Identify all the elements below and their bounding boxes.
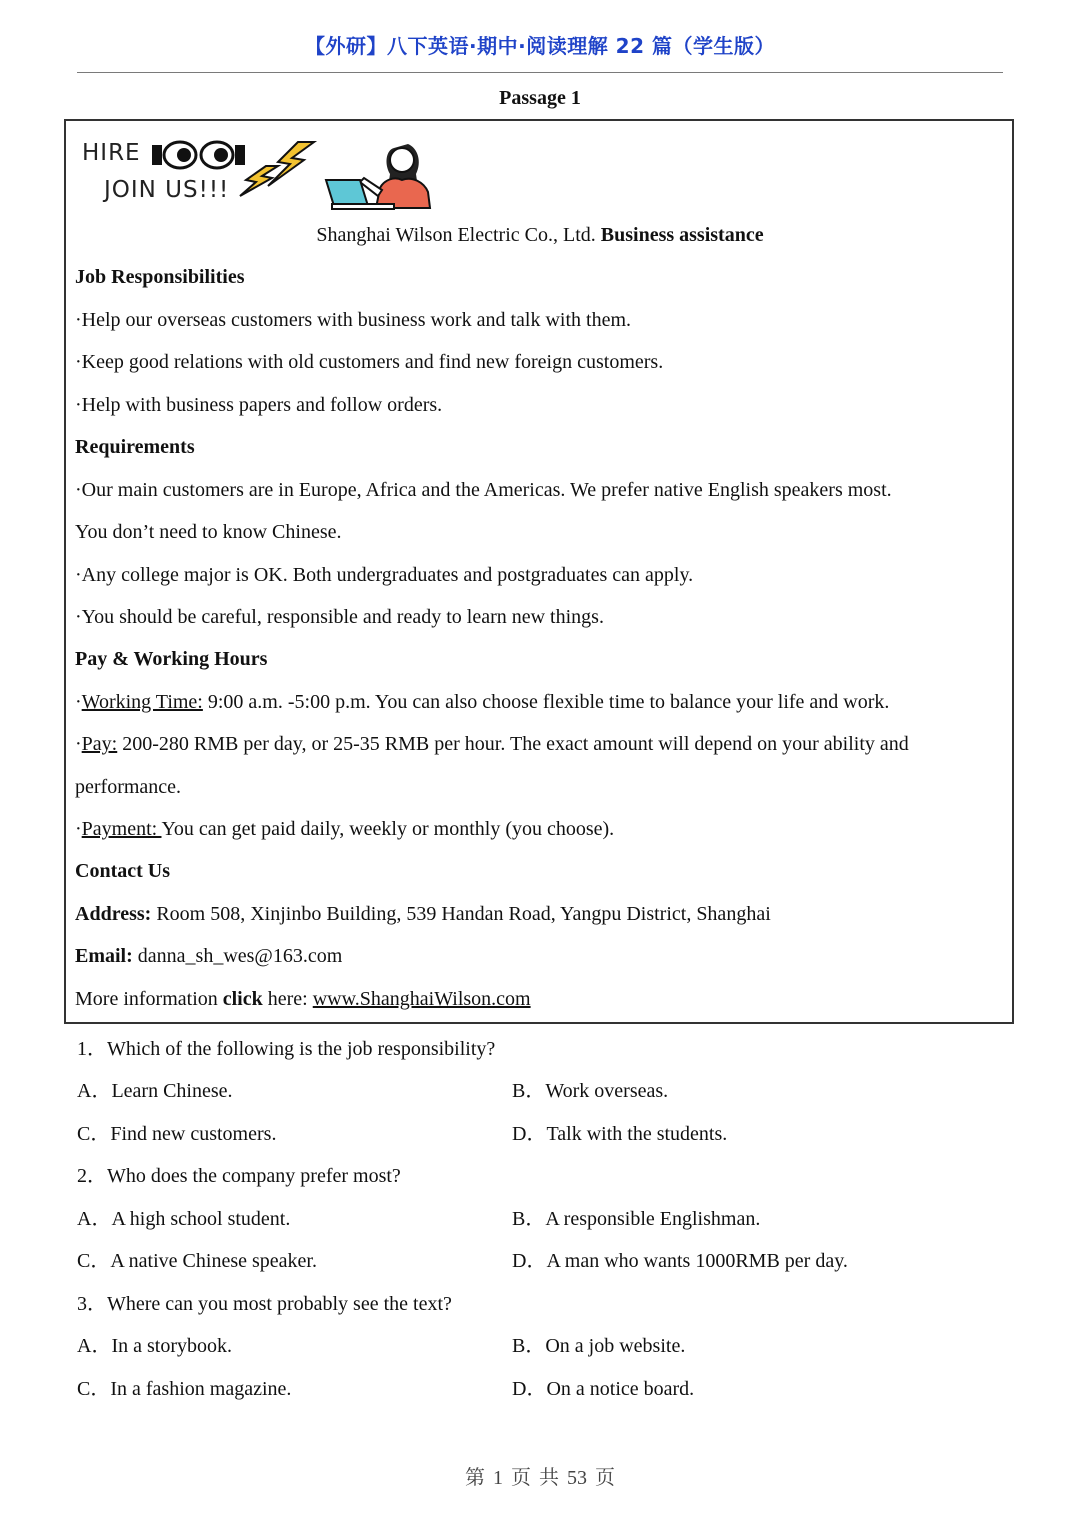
option-label: C．	[77, 1378, 111, 1400]
requirement-item-continued: You don’t need to know Chinese.	[75, 521, 342, 543]
job-item: ·Help with business papers and follow orders.	[75, 394, 443, 416]
option-text: In a storybook.	[111, 1335, 232, 1357]
email-text: danna_sh_wes@163.com	[132, 945, 343, 967]
address-text: Room 508, Xinjinbo Building, 539 Handan Road, Yangpu District, Shanghai	[151, 903, 771, 925]
question-number: 2．	[77, 1165, 107, 1187]
option-1c	[77, 1121, 276, 1147]
requirement-item: ·Any college major is OK. Both undergraduates and postgraduates can apply.	[75, 564, 694, 586]
header-divider	[77, 72, 1003, 73]
address-label: Address:	[75, 903, 152, 925]
page-footer	[0, 1461, 1080, 1490]
join-text: JOIN US!!!	[104, 177, 230, 203]
footer-text: 页	[595, 1467, 615, 1489]
option-2a	[77, 1206, 290, 1232]
question-3	[77, 1291, 452, 1317]
hire-text: HIRE	[82, 140, 141, 166]
woman-laptop-icon	[324, 130, 439, 212]
total-pages: 53	[567, 1467, 587, 1489]
option-label: C．	[77, 1123, 111, 1145]
option-1a	[77, 1078, 233, 1104]
eyes-icon	[152, 139, 247, 171]
question-text: Which of the following is the job responsibility?	[107, 1038, 496, 1060]
question-2	[77, 1163, 401, 1189]
requirements-heading: Requirements	[75, 436, 195, 458]
pay-hours-heading: Pay & Working Hours	[75, 648, 268, 670]
footer-text: 共	[539, 1467, 559, 1489]
click-word: click	[222, 988, 263, 1010]
option-label: A．	[77, 1208, 112, 1230]
option-2d	[512, 1248, 848, 1274]
option-label: B．	[512, 1080, 546, 1102]
passage-title: Passage 1	[499, 87, 581, 109]
footer-text: 第	[465, 1467, 485, 1489]
email-line	[75, 943, 342, 969]
pay-label: Pay:	[81, 733, 118, 755]
question-number: 3．	[77, 1293, 107, 1315]
option-text: A responsible Englishman.	[545, 1208, 761, 1230]
more-info-prefix: More information	[75, 988, 223, 1010]
payment-line: ·Payment: You can get paid daily, weekly or monthly (you choose).	[75, 818, 615, 840]
option-1d	[512, 1121, 727, 1147]
more-info-line	[75, 986, 531, 1012]
option-text: On a notice board.	[546, 1378, 695, 1400]
option-label: D．	[512, 1250, 547, 1272]
option-3c	[77, 1376, 291, 1402]
job-item: ·Keep good relations with old customers and find new foreign customers.	[75, 351, 664, 373]
footer-text: 页	[511, 1467, 531, 1489]
lightning-icon	[238, 140, 323, 198]
option-label: C．	[77, 1250, 111, 1272]
requirement-item: ·Our main customers are in Europe, Africa and the Americas. We prefer native English speakers most.	[75, 479, 892, 501]
pay-line: ·Pay: 200-280 RMB per day, or 25-35 RMB per hour. The exact amount will depend on your ability and	[75, 733, 909, 755]
working-time-line: ·Working Time: 9:00 a.m. -5:00 p.m. You can also choose flexible time to balance your life and work.	[75, 691, 890, 713]
option-2c	[77, 1248, 317, 1274]
option-text: Talk with the students.	[546, 1123, 728, 1145]
more-info-suffix: here:	[262, 988, 313, 1010]
question-1	[77, 1036, 495, 1062]
page-number: 1	[493, 1467, 503, 1489]
contact-heading: Contact Us	[75, 860, 170, 882]
job-position: Business assistance	[600, 224, 764, 246]
question-text: Where can you most probably see the text?	[107, 1293, 452, 1315]
option-3b	[512, 1333, 685, 1359]
payment-label: Payment:	[81, 818, 162, 840]
option-text: A native Chinese speaker.	[110, 1250, 317, 1272]
option-label: B．	[512, 1208, 546, 1230]
pay-text: 200-280 RMB per day, or 25-35 RMB per hour. The exact amount will depend on your ability and	[117, 733, 909, 755]
option-text: A high school student.	[111, 1208, 291, 1230]
question-number: 1．	[77, 1038, 107, 1060]
working-time-text: 9:00 a.m. -5:00 p.m. You can also choose flexible time to balance your life and work.	[202, 691, 890, 713]
working-time-label: Working Time:	[81, 691, 203, 713]
option-3a	[77, 1333, 232, 1359]
job-item: ·Help our overseas customers with business work and talk with them.	[75, 309, 632, 331]
option-label: D．	[512, 1378, 547, 1400]
option-text: In a fashion magazine.	[110, 1378, 292, 1400]
question-text: Who does the company prefer most?	[107, 1165, 401, 1187]
option-3d	[512, 1376, 694, 1402]
website-link[interactable]: www.ShanghaiWilson.com	[312, 988, 531, 1010]
email-label: Email:	[75, 945, 133, 967]
option-label: B．	[512, 1335, 546, 1357]
job-responsibilities-heading: Job Responsibilities	[75, 266, 245, 288]
payment-text: You can get paid daily, weekly or monthly (you choose).	[161, 818, 615, 840]
company-line	[0, 222, 1080, 248]
option-text: Find new customers.	[110, 1123, 277, 1145]
option-text: A man who wants 1000RMB per day.	[546, 1250, 848, 1272]
company-name: Shanghai Wilson Electric Co., Ltd.	[316, 224, 596, 246]
option-label: A．	[77, 1335, 112, 1357]
option-text: Work overseas.	[545, 1080, 669, 1102]
option-label: D．	[512, 1123, 547, 1145]
requirement-item: ·You should be careful, responsible and ready to learn new things.	[75, 606, 604, 628]
option-1b	[512, 1078, 668, 1104]
option-label: A．	[77, 1080, 112, 1102]
pay-line-continued: performance.	[75, 776, 182, 798]
option-2b	[512, 1206, 760, 1232]
option-text: Learn Chinese.	[111, 1080, 233, 1102]
address-line	[75, 901, 771, 927]
document-header: 【外研】八下英语·期中·阅读理解 22 篇（学生版）	[305, 34, 775, 58]
option-text: On a job website.	[545, 1335, 686, 1357]
